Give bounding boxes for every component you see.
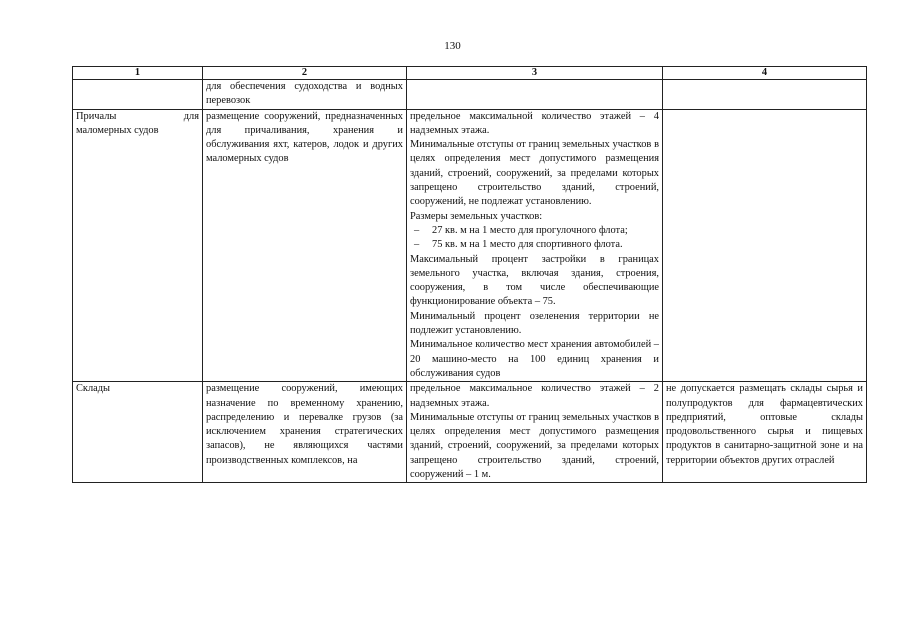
zoning-table: [72, 66, 867, 483]
row-restrictions-cell: [663, 109, 867, 382]
column-header-4: 4: [663, 67, 867, 80]
parameter-paragraph: Минимальные отступы от границ земельных участков в целях определения мест допустимого размещения зданий, строений, сооружений, за пределами которых запрещено строительство зданий, строений, сооружений – 1 м.: [410, 411, 659, 481]
row-description-cell: размещение сооружений, предназначенных для причаливания, хранения и обслуживания яхт, катеров, лодок и других маломерных судов: [203, 109, 407, 382]
row-name-cell: [73, 109, 203, 382]
parameter-paragraph: Размеры земельных участков:: [410, 210, 543, 222]
row-name-part: маломерных судов: [76, 124, 159, 136]
plot-size-list: [410, 224, 659, 253]
row-restrictions-cell: не допускается размещать склады сырья и полупродуктов для фармацевтических предприятий, оптовые склады продовольственного сырья и пищевых продуктов в санитарно-защитной зоне и на территории объектов других отраслей: [663, 382, 867, 483]
list-item: – 75 кв. м на 1 место для спортивного флота.: [410, 238, 659, 252]
parameter-paragraph: Минимальное количество мест хранения автомобилей – 20 машино-место на 100 единиц хранения и обслуживания судов: [410, 339, 659, 379]
column-header-1: 1: [73, 67, 203, 80]
parameter-paragraph: Минимальные отступы от границ земельных участков в целях определения мест допустимого размещения зданий, строений, сооружений, за пределами которых запрещено строительство зданий, строений, сооружений, не подлежат установлению.: [410, 139, 659, 208]
row-restrictions-cell: [663, 80, 867, 110]
parameter-paragraph: предельное максимальное количество этажей – 2 надземных этажа.: [410, 383, 659, 409]
row-parameters-cell: [407, 109, 663, 382]
table-row: [73, 382, 867, 483]
row-parameters-cell: [407, 382, 663, 483]
table-row: [73, 109, 867, 382]
column-header-3: 3: [407, 67, 663, 80]
parameter-paragraph: предельное максимальной количество этажей – 4 надземных этажа.: [410, 110, 659, 136]
parameter-paragraph: Минимальный процент озеленения территории не подлежит установлению.: [410, 310, 659, 337]
row-name-part: для: [183, 110, 199, 122]
row-name-cell: [73, 80, 203, 110]
row-name-cell: Склады: [73, 382, 203, 483]
parameter-paragraph: Максимальный процент застройки в границах земельного участка, включая здания, строения, сооружения, в том числе обеспечивающие функционирование объекта – 75.: [410, 253, 659, 308]
column-header-2: 2: [203, 67, 407, 80]
table-row: [73, 80, 867, 110]
row-description-cell: для обеспечения судоходства и водных перевозок: [203, 80, 407, 110]
list-item: – 27 кв. м на 1 место для прогулочного флота;: [410, 224, 659, 238]
row-name-part: Причалы: [76, 110, 117, 122]
row-parameters-cell: [407, 80, 663, 110]
row-description-cell: размещение сооружений, имеющих назначение по временному хранению, распределению и перевалке грузов (за исключением хранения стратегических запасов), не являющихся частями производственных комплексов, на: [203, 382, 407, 483]
table-header-row: [73, 67, 867, 80]
page-number: 130: [444, 40, 461, 52]
